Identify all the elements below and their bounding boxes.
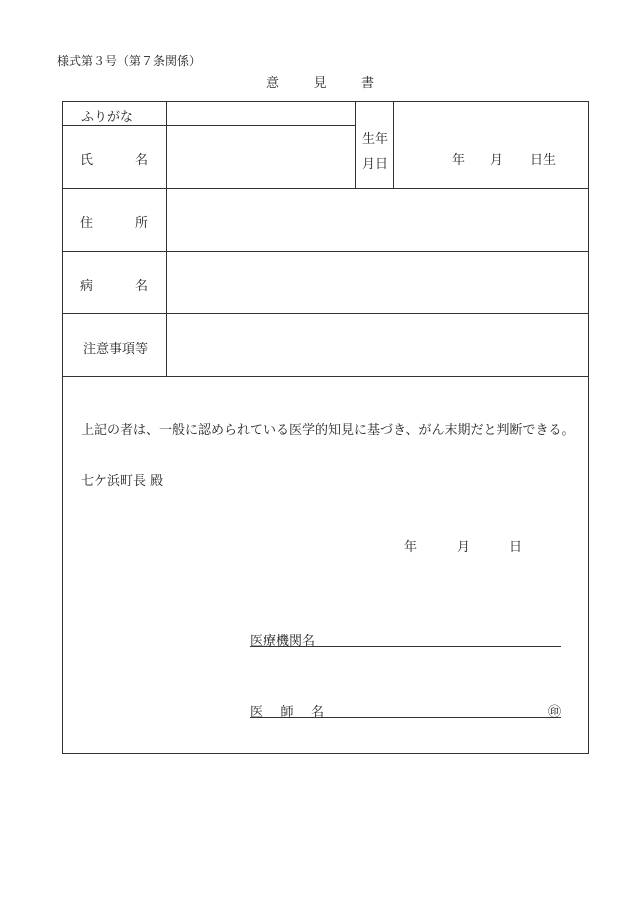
furigana-input[interactable]: [167, 102, 354, 124]
date-day-label: 日: [509, 540, 523, 555]
title-char-2: 見: [313, 76, 327, 91]
seal-mark: ㊞: [547, 705, 561, 720]
institution-field[interactable]: [250, 630, 561, 647]
birth-day-label: 日生: [530, 153, 557, 168]
disease-label: 病 名: [80, 279, 148, 294]
institution-label: 医療機関名: [250, 634, 316, 649]
birth-month-label: 月: [490, 153, 504, 168]
title-char-3: 書: [360, 76, 374, 91]
date-year-label: 年: [404, 540, 418, 555]
form-number: 様式第３号（第７条関係）: [57, 54, 202, 68]
date-month-label: 月: [457, 540, 471, 555]
statement-text: 上記の者は、一般に認められている医学的知見に基づき、がん末期だと判断できる。: [81, 423, 575, 438]
doctor-name-field[interactable]: [250, 701, 561, 718]
birth-date-input[interactable]: [394, 102, 587, 187]
disease-input[interactable]: [167, 252, 587, 312]
address-input[interactable]: [167, 189, 587, 250]
addressee-text: 七ケ浜町長 殿: [81, 474, 164, 489]
doctor-label: 医 師 名: [250, 705, 324, 720]
furigana-label: ふりがな: [81, 110, 134, 125]
document-title: [266, 72, 374, 91]
birth-label-line2: 月日: [362, 157, 389, 172]
title-char-1: 意: [266, 76, 280, 91]
birth-year-label: 年: [452, 153, 466, 168]
address-label: 住 所: [80, 216, 148, 231]
notes-input[interactable]: [167, 314, 587, 375]
birth-label-line1: 生年: [362, 132, 389, 147]
notes-label: 注意事項等: [83, 342, 149, 357]
name-label: 氏 名: [80, 153, 148, 168]
name-input[interactable]: [167, 126, 354, 187]
